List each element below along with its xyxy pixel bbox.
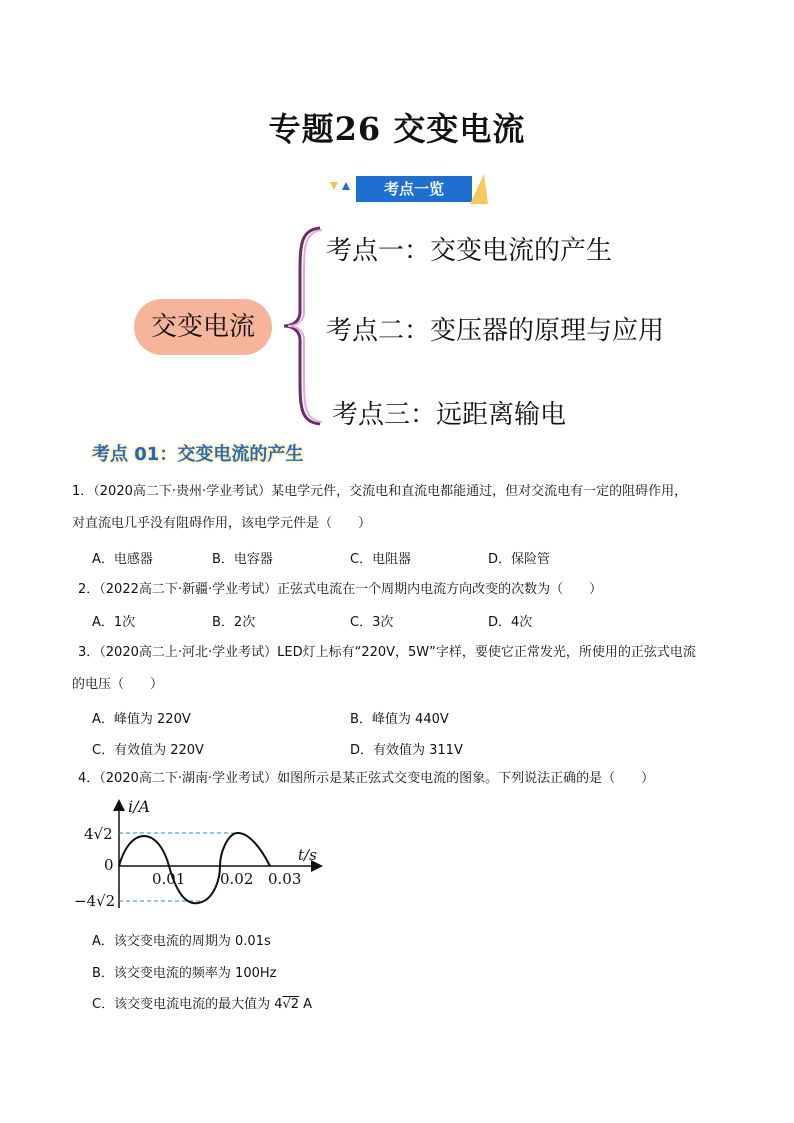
question-4: 4．（2020高二下·湖南·学业考试）如图所示是某正弦式交变电流的图象。下列说法正确的是（ ）: [78, 771, 655, 786]
y-min-label: −4√2: [74, 892, 116, 910]
q3-option-b: B．峰值为 440V: [350, 712, 449, 727]
q4-option-a: A．该交变电流的周期为 0.01s: [92, 934, 271, 949]
mindmap-point-3: 考点三：远距离输电: [332, 400, 567, 430]
x-tick-3: 0.03: [268, 870, 302, 888]
mindmap-point-1: 考点一：交变电流的产生: [326, 236, 613, 266]
question-3-line-1: 3．（2020高二上·河北·学业考试）LED灯上标有“220V，5W”字样，要使它正常发光，所使用的正弦式电流: [78, 645, 696, 660]
decor-triangles-icon: [330, 182, 354, 194]
q2-option-d: D．4次: [488, 615, 533, 630]
x-axis-label: t/s: [298, 846, 317, 864]
banner-label: 考点一览: [356, 176, 472, 202]
q2-option-c: C．3次: [350, 615, 394, 630]
sine-curve: [119, 833, 270, 903]
page-title: 专题26 交变电流: [268, 110, 526, 148]
section-banner: [330, 174, 490, 204]
brace-icon: [280, 226, 324, 426]
q3-option-d: D．有效值为 311V: [350, 743, 463, 758]
x-tick-1: 0.01: [152, 870, 186, 888]
q3-option-a: A．峰值为 220V: [92, 712, 191, 727]
q4-option-c: [92, 993, 312, 1012]
q1-option-a: A．电感器: [92, 552, 153, 567]
q1-option-d: D．保险管: [488, 552, 551, 567]
q2-option-b: B．2次: [212, 615, 256, 630]
q4-option-c-unit: A: [299, 997, 313, 1012]
question-3: [72, 643, 750, 695]
mindmap-center: 交变电流: [134, 299, 272, 355]
q3-option-c: C．有效值为 220V: [92, 743, 204, 758]
mindmap-point-2: 考点二：变压器的原理与应用: [326, 316, 665, 346]
decor-triangle-icon: [466, 174, 490, 204]
q1-option-c: C．电阻器: [350, 552, 412, 567]
question-1: [72, 482, 744, 534]
question-1-line-2: 对直流电几乎没有阻碍作用，该电学元件是（ ）: [72, 516, 372, 531]
q1-option-b: B．电容器: [212, 552, 273, 567]
q4-option-c-sqrt: √2: [282, 997, 300, 1012]
y-axis-label: i/A: [128, 797, 151, 816]
section-heading: 考点 01：交变电流的产生: [92, 444, 304, 465]
sine-graph: [70, 796, 330, 916]
q4-option-c-text: C．该交变电流电流的最大值为 4: [92, 997, 283, 1012]
q4-option-b: B．该交变电流的频率为 100Hz: [92, 966, 277, 981]
question-2: 2．（2022高二下·新疆·学业考试）正弦式电流在一个周期内电流方向改变的次数为（ ）: [78, 582, 603, 597]
q2-option-a: A．1次: [92, 615, 136, 630]
question-3-line-2: 的电压（ ）: [72, 677, 164, 692]
question-1-line-1: 1．（2020高二下·贵州·学业考试）某电学元件，交流电和直流电都能通过，但对交流电有一定的阻碍作用，: [72, 484, 688, 499]
x-tick-2: 0.02: [220, 870, 254, 888]
y-max-label: 4√2: [84, 825, 113, 843]
y-zero-label: 0: [104, 856, 114, 874]
